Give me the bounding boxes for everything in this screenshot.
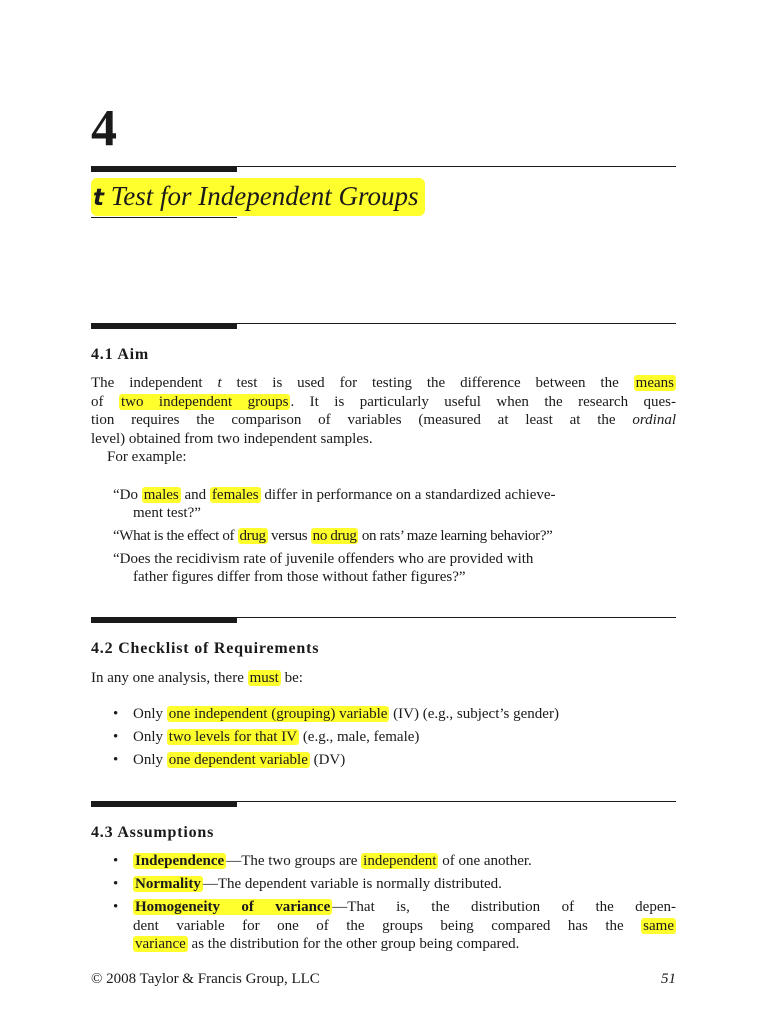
highlight-independent: independent	[363, 853, 437, 869]
term-normality: Normality	[135, 876, 201, 892]
text: Only	[133, 729, 167, 745]
text: differ in performance on a standardized achieve-	[260, 487, 556, 503]
chapter-title	[91, 178, 425, 216]
text: as the distribution for the other group being compared.	[187, 936, 520, 952]
text: and	[180, 487, 210, 503]
bullet-icon: •	[113, 706, 119, 722]
quote-continuation: ment test?”	[133, 505, 201, 521]
rule-thin	[237, 801, 676, 802]
highlight-females: females	[211, 487, 259, 503]
text: Only	[133, 706, 167, 722]
book-page	[91, 0, 676, 1024]
highlight-variance: variance	[135, 936, 186, 952]
highlight-must: must	[249, 670, 279, 686]
assumption-line-2	[133, 917, 676, 936]
italic-ordinal: ordinal	[632, 412, 676, 428]
rule-thin	[237, 617, 676, 618]
rule-thick	[91, 617, 237, 623]
text: of one another.	[438, 853, 532, 869]
rule-thick	[91, 166, 237, 172]
section-rule-checklist	[91, 617, 676, 624]
text: Only	[133, 752, 167, 768]
chapter-rule	[91, 166, 676, 173]
list-item	[107, 898, 676, 954]
text: . It is particularly useful when the research ques-	[290, 393, 677, 410]
example-quote-3	[113, 550, 676, 586]
text: (IV) (e.g., subject’s gender)	[389, 706, 559, 722]
text: on rats’ maze learning behavior?”	[358, 528, 553, 544]
text: of	[91, 393, 119, 410]
assumption-line-3	[133, 935, 676, 954]
term-independence: Independence	[135, 853, 225, 869]
text: —The dependent variable is normally distributed.	[202, 876, 502, 892]
text: “What is the effect of	[113, 528, 238, 544]
assumption-line-1	[133, 898, 676, 917]
text: The independent	[91, 375, 218, 391]
text: test is used for testing the difference between the	[221, 375, 634, 391]
requirements-list	[107, 705, 676, 770]
list-item	[107, 728, 676, 747]
list-item	[107, 705, 676, 724]
aim-line-1	[91, 374, 676, 393]
text: be:	[280, 670, 303, 686]
bullet-icon: •	[113, 853, 119, 869]
example-quote-2	[113, 527, 676, 545]
example-quote-1	[113, 486, 676, 522]
highlight-males: males	[143, 487, 179, 503]
text: (e.g., male, female)	[299, 729, 420, 745]
chapter-title-t: t	[93, 185, 104, 211]
text: —That is, the distribution of the depen-	[332, 899, 676, 915]
text: dent variable for one of the groups being compared has the	[133, 917, 642, 934]
page-number: 51	[661, 971, 676, 987]
rule-thin	[237, 166, 676, 167]
chapter-number: 4	[91, 100, 117, 157]
title-underline	[91, 217, 237, 218]
aim-line-4	[91, 430, 676, 449]
highlight: two levels for that IV	[168, 729, 298, 745]
rule-thin	[237, 323, 676, 324]
term-homogeneity: Homogeneity of variance	[135, 899, 331, 915]
section-heading-checklist: 4.2 Checklist of Requirements	[91, 640, 320, 657]
text: —The two groups are	[226, 853, 362, 869]
text: tion requires the comparison of variables (measured at least at the	[91, 412, 633, 428]
checklist-intro-line	[91, 669, 676, 688]
quote-continuation: father figures differ from those without father figures?”	[133, 569, 466, 585]
text: level) obtained from two independent samples.	[91, 430, 373, 447]
rule-thick	[91, 323, 237, 329]
section-rule-assumptions	[91, 801, 676, 808]
bullet-icon: •	[113, 752, 119, 768]
highlight: one dependent variable	[168, 752, 308, 768]
bullet-icon: •	[113, 899, 119, 915]
bullet-icon: •	[113, 876, 119, 892]
highlight-means: means	[635, 375, 674, 391]
text: (DV)	[309, 752, 346, 768]
highlight-no-drug: no drug	[312, 528, 357, 544]
for-example: For example:	[107, 449, 187, 465]
assumptions-list	[107, 852, 676, 954]
chapter-title-rest: Test for Independent Groups	[104, 181, 419, 211]
list-item	[107, 852, 676, 871]
bullet-icon: •	[113, 729, 119, 745]
section-heading-aim: 4.1 Aim	[91, 346, 150, 363]
text: “Does the recidivism rate of juvenile offenders who are provided with	[113, 551, 534, 567]
list-item	[107, 875, 676, 894]
highlight-same: same	[643, 917, 674, 934]
list-item	[107, 751, 676, 770]
aim-line-3	[91, 411, 676, 430]
highlight-two-independent-groups: two independent groups	[120, 393, 289, 410]
rule-thick	[91, 801, 237, 807]
aim-line-2	[91, 393, 676, 412]
checklist-intro	[91, 669, 676, 688]
aim-paragraph	[91, 374, 676, 467]
highlight: one independent (grouping) variable	[168, 706, 388, 722]
italic-t: t	[217, 375, 222, 391]
copyright: © 2008 Taylor & Francis Group, LLC	[91, 971, 320, 987]
highlight-drug: drug	[239, 528, 266, 544]
section-rule-aim	[91, 323, 676, 330]
text: “Do	[113, 487, 142, 503]
text: In any one analysis, there	[91, 670, 248, 686]
section-heading-assumptions: 4.3 Assumptions	[91, 824, 215, 841]
text: versus	[267, 528, 311, 544]
